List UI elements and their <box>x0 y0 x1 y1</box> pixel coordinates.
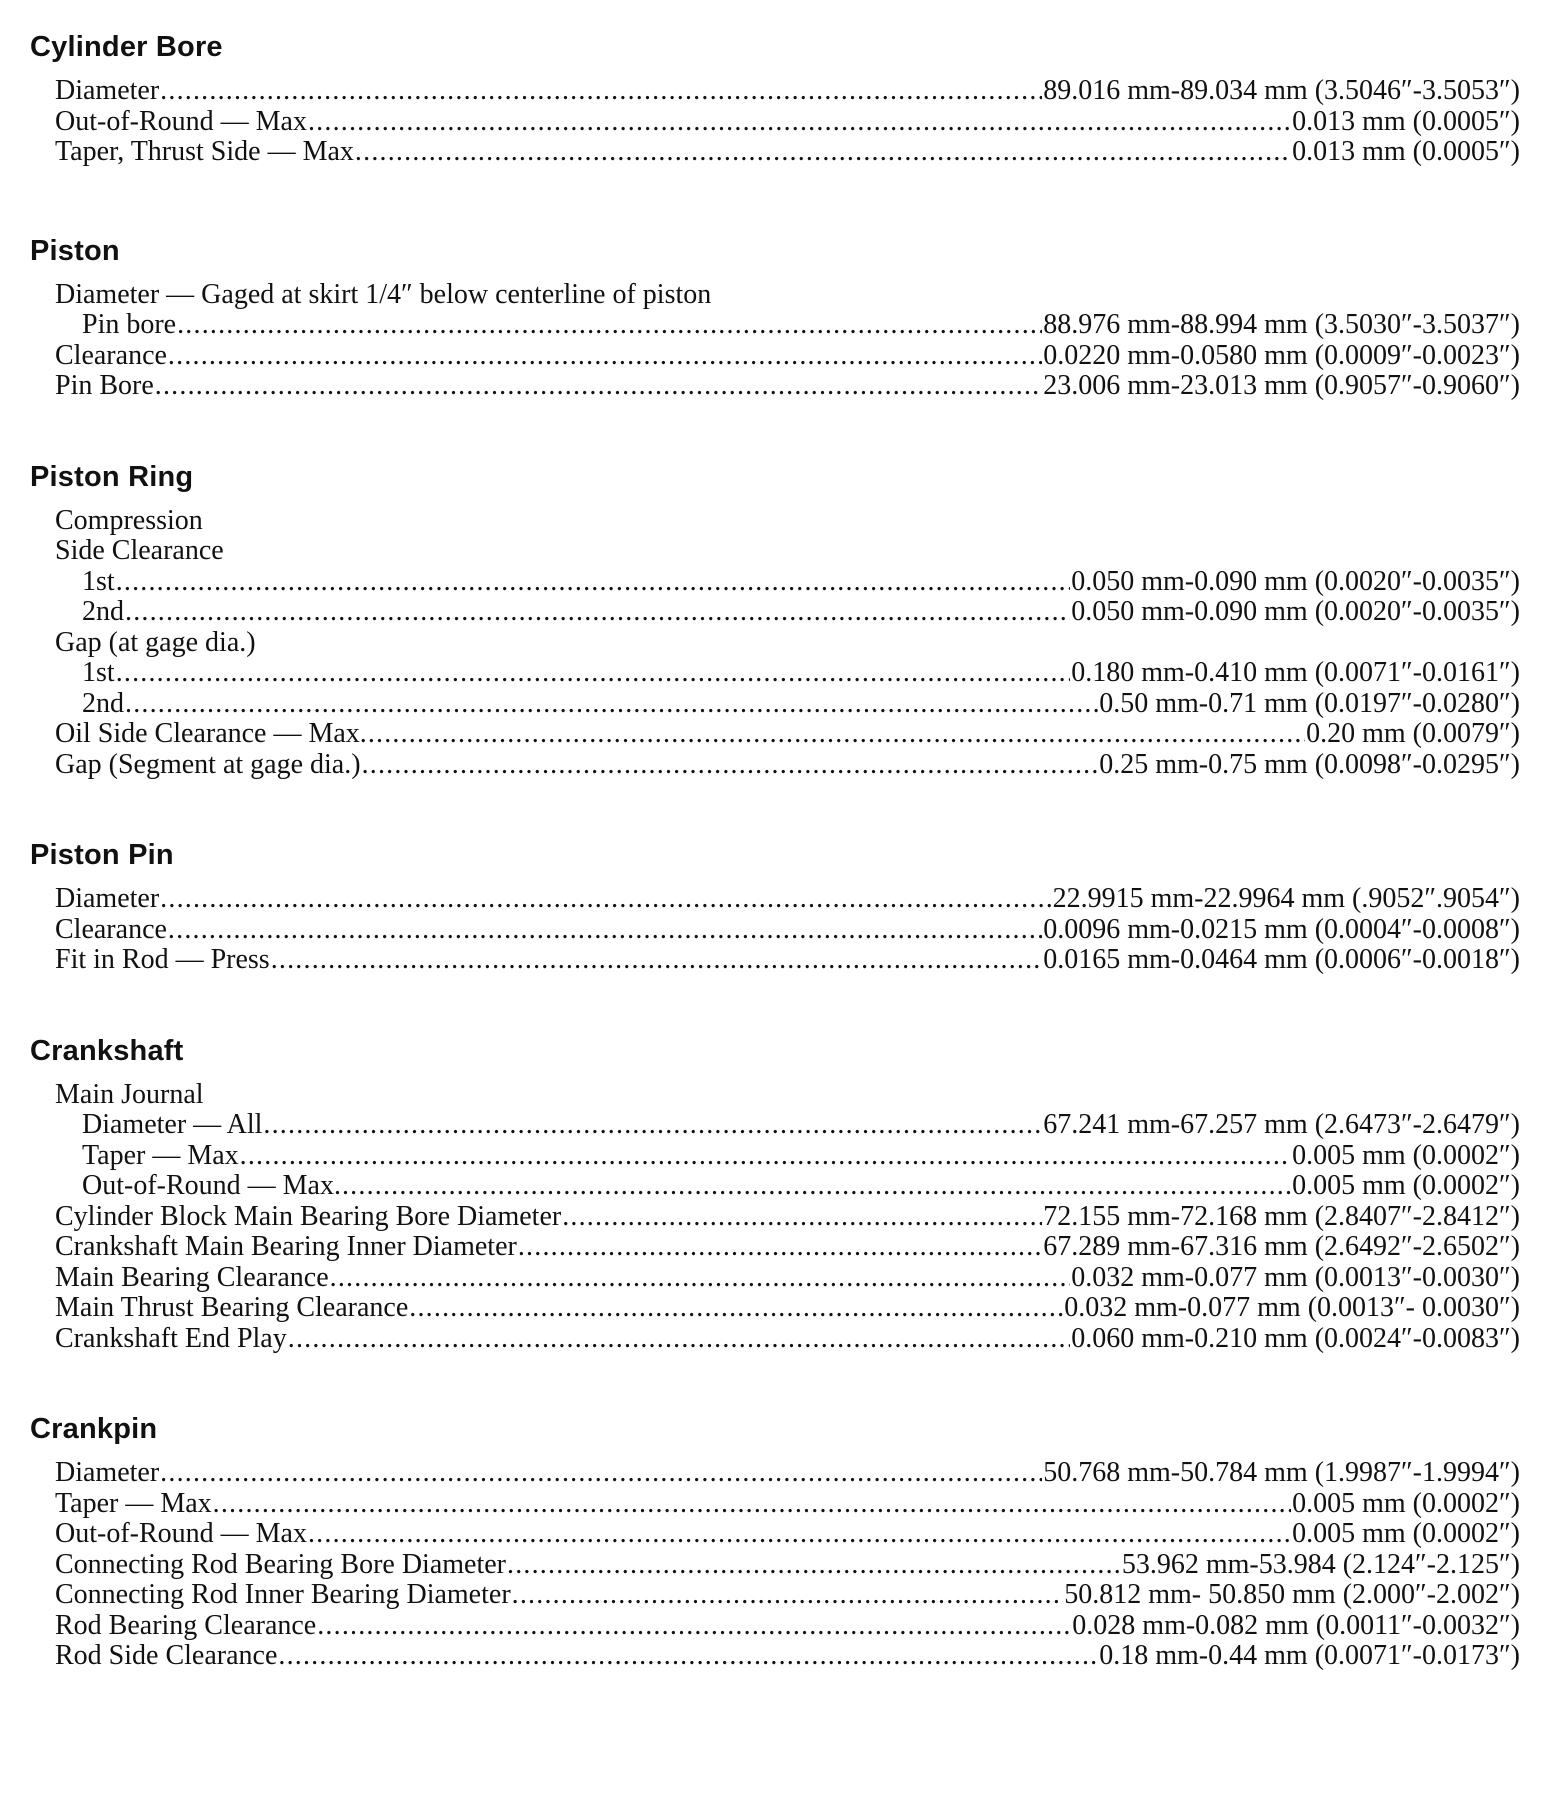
dot-leader <box>240 1141 1291 1172</box>
spec-value: 0.0220 mm-0.0580 mm (0.0009″-0.0023″) <box>1043 339 1520 371</box>
spec-row <box>30 628 1520 659</box>
spec-row <box>30 1550 1520 1581</box>
spec-row <box>30 76 1520 107</box>
spec-row <box>30 280 1520 311</box>
dot-leader <box>368 719 1305 750</box>
spec-row <box>30 506 1520 537</box>
spec-label: Out-of-Round — Max <box>55 105 307 137</box>
spec-label: Clearance <box>55 339 167 371</box>
spec-label: Taper — Max <box>82 1139 239 1171</box>
dot-leader <box>116 567 1071 598</box>
spec-row <box>30 1458 1520 1489</box>
spec-value: 72.155 mm-72.168 mm (2.8407″-2.8412″) <box>1043 1200 1520 1232</box>
dot-leader <box>168 341 1042 372</box>
dot-leader <box>362 750 1099 781</box>
dot-leader <box>330 1263 1071 1294</box>
spec-row <box>30 658 1520 689</box>
dot-leader <box>278 1641 1098 1672</box>
spec-row <box>30 1202 1520 1233</box>
spec-row <box>30 689 1520 720</box>
dot-leader <box>125 689 1098 720</box>
spec-row <box>30 1171 1520 1202</box>
spec-row <box>30 1293 1520 1324</box>
spec-row <box>30 310 1520 341</box>
spec-value: 0.18 mm-0.44 mm (0.0071″-0.0173″) <box>1099 1640 1520 1671</box>
spec-value: 88.976 mm-88.994 mm (3.5030″-3.5037″) <box>1043 309 1520 340</box>
spec-label: Fit in Rod — Press <box>55 944 270 975</box>
spec-label: 2nd <box>82 596 124 627</box>
spec-row <box>30 1141 1520 1172</box>
dot-leader <box>116 658 1071 689</box>
spec-value: 0.013 mm (0.0005″) <box>1292 136 1520 167</box>
section-heading: Crankshaft <box>30 1034 184 1067</box>
spec-label: Rod Side Clearance <box>55 1640 278 1671</box>
dot-leader <box>213 1489 1291 1520</box>
dot-leader <box>308 107 1291 138</box>
spec-label: Out-of-Round — Max <box>55 1518 307 1549</box>
spec-label: Main Thrust Bearing Clearance <box>55 1292 409 1323</box>
spec-label: Compression <box>55 504 203 536</box>
spec-label: Side Clearance <box>55 535 224 566</box>
dot-leader <box>342 1171 1291 1202</box>
spec-label: Taper, Thrust Side — Max <box>55 136 354 167</box>
spec-label: Clearance <box>55 913 167 945</box>
spec-row <box>30 750 1520 781</box>
spec-label: Main Bearing Clearance <box>55 1261 329 1293</box>
spec-row <box>30 1324 1520 1355</box>
spec-row <box>30 1611 1520 1642</box>
spec-label: Gap (at gage dia.) <box>55 626 256 658</box>
dot-leader <box>168 915 1042 946</box>
spec-value: 0.005 mm (0.0002″) <box>1292 1518 1520 1549</box>
spec-row <box>30 884 1520 915</box>
spec-row <box>30 341 1520 372</box>
dot-leader <box>512 1580 1064 1611</box>
spec-label: Taper — Max <box>55 1487 212 1519</box>
dot-leader <box>160 1458 1042 1489</box>
spec-label: 1st <box>82 565 115 597</box>
spec-label: Cylinder Block Main Bearing Bore Diameter <box>55 1200 562 1232</box>
spec-row <box>30 137 1520 168</box>
spec-value: 0.005 mm (0.0002″) <box>1292 1487 1520 1519</box>
spec-section <box>30 1034 1520 1355</box>
spec-row <box>30 107 1520 138</box>
dot-leader <box>507 1550 1121 1581</box>
spec-label: Rod Bearing Clearance <box>55 1609 317 1641</box>
section-heading: Piston <box>30 234 120 267</box>
spec-row <box>30 1080 1520 1111</box>
spec-label: Diameter <box>55 1457 160 1488</box>
spec-value: 50.768 mm-50.784 mm (1.9987″-1.9994″) <box>1043 1457 1520 1488</box>
dot-leader <box>562 1202 1042 1233</box>
spec-value: 22.9915 mm-22.9964 mm (.9052″.9054″) <box>1052 883 1520 914</box>
spec-value: 0.20 mm (0.0079″) <box>1306 718 1520 749</box>
spec-row <box>30 567 1520 598</box>
spec-value: 0.005 mm (0.0002″) <box>1292 1139 1520 1171</box>
spec-value: 23.006 mm-23.013 mm (0.9057″-0.9060″) <box>1043 370 1520 401</box>
dot-leader <box>160 76 1042 107</box>
dot-leader <box>308 1519 1291 1550</box>
spec-row <box>30 597 1520 628</box>
dot-leader <box>177 310 1042 341</box>
spec-row <box>30 1232 1520 1263</box>
spec-row <box>30 536 1520 567</box>
spec-section <box>30 838 1520 976</box>
spec-row <box>30 719 1520 750</box>
dot-leader <box>125 597 1070 628</box>
spec-label: Connecting Rod Bearing Bore Diameter <box>55 1548 506 1580</box>
spec-label: 1st <box>82 657 115 688</box>
spec-label: Diameter <box>55 883 160 914</box>
spec-value: 0.050 mm-0.090 mm (0.0020″-0.0035″) <box>1071 565 1520 597</box>
dot-leader <box>288 1324 1071 1355</box>
spec-label: Crankshaft End Play <box>55 1322 287 1354</box>
spec-row <box>30 371 1520 402</box>
dot-leader <box>155 371 1042 402</box>
spec-document <box>30 30 1520 1730</box>
spec-label: Diameter — Gaged at skirt 1/4″ below centerline of piston <box>55 278 712 310</box>
dot-leader <box>160 884 1051 915</box>
spec-section <box>30 30 1520 168</box>
section-heading: Cylinder Bore <box>30 31 223 63</box>
spec-section <box>30 460 1520 781</box>
spec-label: Main Journal <box>55 1078 204 1110</box>
spec-value: 67.289 mm-67.316 mm (2.6492″-2.6502″) <box>1043 1231 1520 1262</box>
spec-value: 0.50 mm-0.71 mm (0.0197″-0.0280″) <box>1099 687 1520 719</box>
spec-value: 0.25 mm-0.75 mm (0.0098″-0.0295″) <box>1099 748 1520 780</box>
dot-leader <box>317 1611 1071 1642</box>
spec-label: Out-of-Round — Max. <box>82 1170 341 1201</box>
section-heading: Piston Pin <box>30 839 174 871</box>
spec-value: 0.180 mm-0.410 mm (0.0071″-0.0161″) <box>1071 657 1520 688</box>
spec-label: Oil Side Clearance — Max. <box>55 718 367 749</box>
spec-label: Diameter — All <box>82 1109 263 1140</box>
spec-label: Gap (Segment at gage dia.) <box>55 748 361 780</box>
spec-row <box>30 1641 1520 1672</box>
spec-value: 0.032 mm-0.077 mm (0.0013″-0.0030″) <box>1071 1261 1520 1293</box>
spec-label: Diameter <box>55 75 160 106</box>
section-heading: Piston Ring <box>30 460 194 493</box>
spec-value: 0.0165 mm-0.0464 mm (0.0006″-0.0018″) <box>1043 944 1520 975</box>
spec-row <box>30 1580 1520 1611</box>
spec-label: 2nd <box>82 687 124 719</box>
dot-leader <box>518 1232 1042 1263</box>
spec-row <box>30 1263 1520 1294</box>
spec-value: 0.050 mm-0.090 mm (0.0020″-0.0035″) <box>1071 596 1520 627</box>
spec-row <box>30 915 1520 946</box>
dot-leader <box>409 1293 1063 1324</box>
spec-section <box>30 1412 1520 1672</box>
spec-row <box>30 1489 1520 1520</box>
spec-value: 50.812 mm- 50.850 mm (2.000″-2.002″) <box>1064 1579 1520 1610</box>
spec-value: 67.241 mm-67.257 mm (2.6473″-2.6479″) <box>1043 1109 1520 1140</box>
spec-label: Connecting Rod Inner Bearing Diameter <box>55 1579 511 1610</box>
spec-row <box>30 1110 1520 1141</box>
spec-label: Crankshaft Main Bearing Inner Diameter <box>55 1231 517 1262</box>
spec-value: 0.0096 mm-0.0215 mm (0.0004″-0.0008″) <box>1043 913 1520 945</box>
spec-value: 0.060 mm-0.210 mm (0.0024″-0.0083″) <box>1071 1322 1520 1354</box>
spec-value: 89.016 mm-89.034 mm (3.5046″-3.5053″) <box>1043 75 1520 106</box>
spec-label: Pin bore <box>82 309 177 340</box>
spec-value: 0.013 mm (0.0005″) <box>1292 105 1520 137</box>
spec-row <box>30 945 1520 976</box>
spec-value: 0.028 mm-0.082 mm (0.0011″-0.0032″) <box>1072 1609 1520 1641</box>
dot-leader <box>271 945 1043 976</box>
dot-leader <box>355 137 1291 168</box>
spec-label: Pin Bore <box>55 370 154 401</box>
spec-section <box>30 234 1520 402</box>
spec-value: 53.962 mm-53.984 (2.124″-2.125″) <box>1121 1548 1520 1580</box>
spec-value: 0.032 mm-0.077 mm (0.0013″- 0.0030″) <box>1064 1292 1520 1323</box>
spec-value: 0.005 mm (0.0002″) <box>1292 1170 1520 1201</box>
section-heading: Crankpin <box>30 1413 158 1445</box>
spec-row <box>30 1519 1520 1550</box>
dot-leader <box>263 1110 1042 1141</box>
